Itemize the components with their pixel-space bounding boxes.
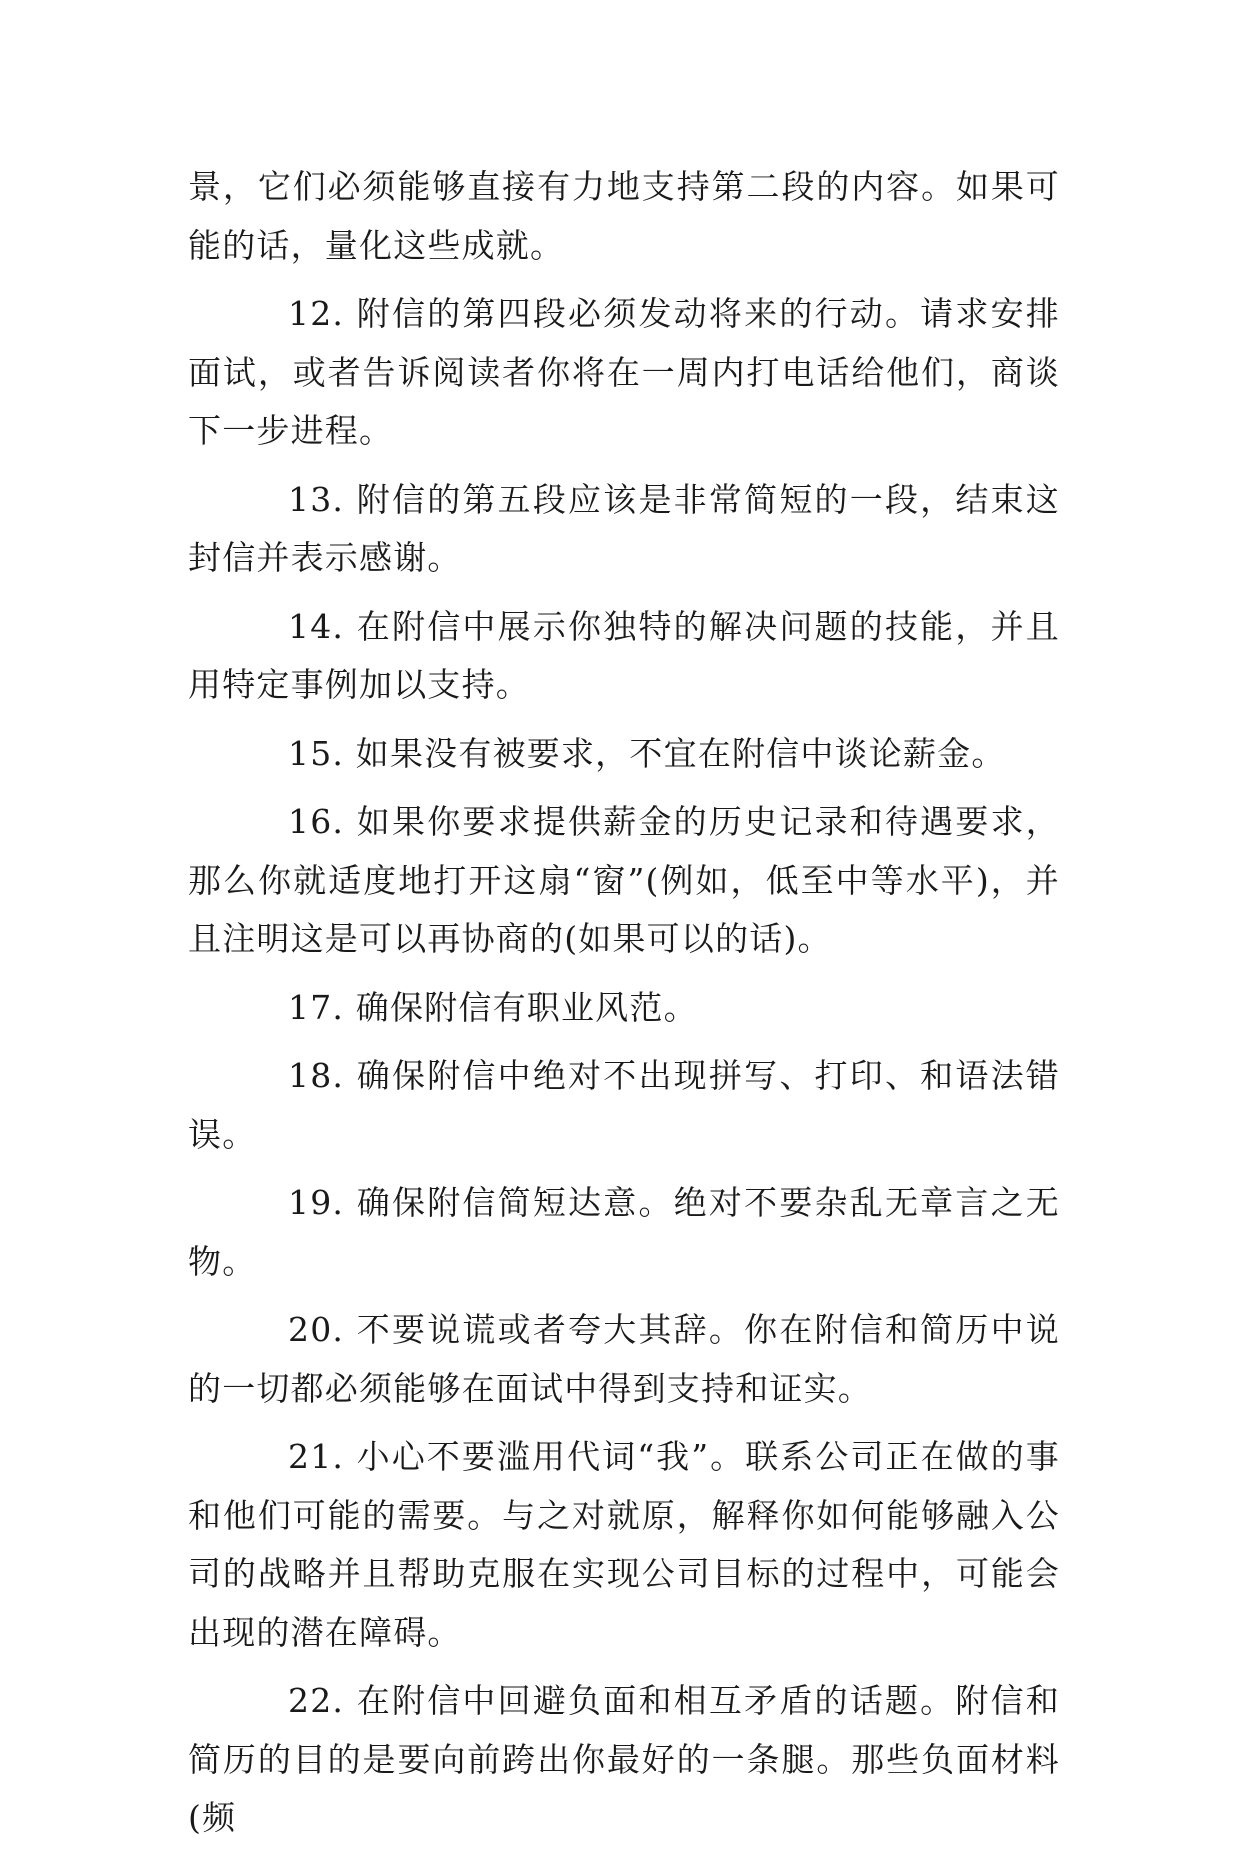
- paragraph-continued: 景，它们必须能够直接有力地支持第二段的内容。如果可能的话，量化这些成就。: [188, 167, 1060, 265]
- paragraph-item-16: 16. 如果你要求提供薪金的历史记录和待遇要求，那么你就适度地打开这扇“窗”(例如，低至中等水平)，并且注明这是可以再协商的(如果可以的话)。: [188, 802, 1060, 958]
- paragraph-item-18: 18. 确保附信中绝对不出现拼写、打印、和语法错误。: [188, 1056, 1060, 1154]
- paragraph-item-22: 22. 在附信中回避负面和相互矛盾的话题。附信和简历的目的是要向前跨出你最好的一条腿。那些负面材料(频: [188, 1681, 1060, 1837]
- paragraph-item-17: 17. 确保附信有职业风范。: [288, 987, 698, 1027]
- paragraph-item-20: 20. 不要说谎或者夸大其辞。你在附信和简历中说的一切都必须能够在面试中得到支持和证实。: [188, 1310, 1060, 1408]
- paragraph-item-15: 15. 如果没有被要求，不宜在附信中谈论薪金。: [288, 733, 1006, 773]
- paragraph-item-21: 21. 小心不要滥用代词“我”。联系公司正在做的事和他们可能的需要。与之对就原，解释你如何能够融入公司的战略并且帮助克服在实现公司目标的过程中，可能会出现的潜在障碍。: [188, 1437, 1060, 1652]
- paragraph-item-12: 12. 附信的第四段必须发动将来的行动。请求安排面试，或者告诉阅读者你将在一周内打电话给他们，商谈下一步进程。: [188, 294, 1060, 450]
- paragraph-item-13: 13. 附信的第五段应该是非常简短的一段，结束这封信并表示感谢。: [188, 479, 1060, 577]
- document-page: [188, 158, 1060, 1858]
- paragraph-item-19: 19. 确保附信简短达意。绝对不要杂乱无章言之无物。: [188, 1183, 1060, 1281]
- paragraph-item-14: 14. 在附信中展示你独特的解决问题的技能，并且用特定事例加以支持。: [188, 606, 1060, 704]
